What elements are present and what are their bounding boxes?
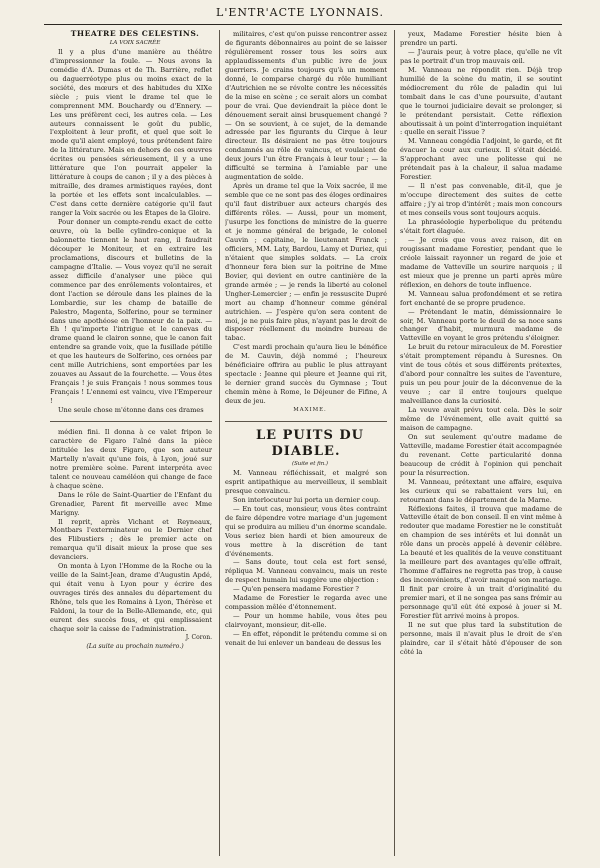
masthead: L'ENTR'ACTE LYONNAIS. <box>216 6 384 19</box>
story-paragraph: — Prétendant le matin, démissionnaire le soir, M. Vanneau porte le deuil de sa noce sans changer d'habit, murmura madame de Vatteville en voyant le gros prétendu s'éloigner. <box>400 307 562 343</box>
article-paragraph: Une seule chose m'étonne dans ces drames <box>58 406 204 415</box>
author-signature: MAXIME. <box>293 407 327 414</box>
story-paragraph: M. Vanneau, prétextant une affaire, esquiva les curieux qui se rabattaient vers lui, en retournant dans le département de la Marne. <box>400 477 562 504</box>
column-1 <box>50 30 212 862</box>
story-paragraph: — En effet, répondit le prétendu comme si on venait de lui enlever un bandeau de dessus les <box>225 630 387 648</box>
continuation-note: (La suite au prochain numéro.) <box>86 642 184 650</box>
section-rule <box>50 421 212 422</box>
article-paragraph: On monta à Lyon l'Homme de la Roche ou la veille de la Saint-Jean, drame d'Augustin Apdé, qui était venu à Lyon pour y écrire des ouvrages tirés des annales du département du Rhône, tels que les Romains à Lyon, Thérèse et Faldoni, la tour de la Belle-Allemande, etc, qui eurent des succès fous, et qui emplissaient chaque soir la caisse de l'administration. <box>50 562 212 633</box>
masthead-rule <box>44 24 562 25</box>
column-3 <box>400 30 562 862</box>
column-divider <box>219 30 220 856</box>
story-paragraph: M. Vanneau salua profondément et se retira fort enchanté de se propre prudence. <box>400 289 562 307</box>
section-subtitle: LA VOIX SACRÉE <box>109 39 161 46</box>
story-paragraph: — Qu'en pensera madame Forestier ? <box>233 585 359 594</box>
story-paragraph: La phraséologie hyperbolique du prétendu s'était fort élaguée. <box>400 218 562 235</box>
section-rule <box>225 421 387 422</box>
article-paragraph: Après un drame tel que la Voix sacrée, il me semble que ce ne sont pas des éloges ordinaires qu'il faut distribuer aux acteurs chargés des différents rôles. — Aussi, pour un moment, j'usurpe les fonctions de ministre de la guerre et je nomme général de brigade, le colonel Cauvin ; capitaine, le lieutenant Franck ; officiers, MM. Laty, Bardou, Lamy et Duriez, qui n'étaient que simples soldats. — La croix d'honneur fera bien sur la poitrine de Mme Bovier, qui devient en outre cantinière de la grande armée ; — je rends la liberté au colonel Ungher-Lemercier ; — enfin je ressuscite Dupré mort au champ d'honneur comme général autrichien. — J'espère qu'on sera content de moi, je ne puis faire plus, n'ayant pas le droit de disposer réellement du moindre bureau de tabac. <box>225 182 387 343</box>
story-paragraph: — En tout cas, monsieur, vous êtes contraint de faire dépendre votre mariage d'un jugement qui se produira au milieu d'un énorme scandale. Vous seriez bien hardi et bien amoureux de vous mettre à la discrétion de tant d'événements. <box>225 504 387 558</box>
story-paragraph: Madame de Forestier le regarda avec une compassion mêlée d'étonnement. <box>225 594 387 612</box>
story-paragraph: — Il n'est pas convenable, dit-il, que je m'occupe directement des suites de cette affaire ; j'y ai trop d'intérêt ; mais mon concours et mes conseils vous sont toujours acquis. <box>400 182 562 218</box>
story-paragraph: — J'aurais peur, à votre place, qu'elle ne vît pas le portrait d'un trop mauvais œil. <box>400 47 562 65</box>
story-paragraph: M. Vanneau ne répondit rien. Déjà trop humilié de la scène du matin, il se soutint médiocrement du rôle de paladin qui lui tombait dans le cas d'une poursuite, d'autant que le tournoi judiciaire devait se prolonger, si le prétendant persistait. Cette réflexion aboutissait à un point d'interrogation inquiétant : quelle en serait l'issue ? <box>400 65 562 137</box>
story-paragraph: Le bruit du retour miraculeux de M. Forestier s'était promptement répandu à Suresnes. On vint de tous côtés et sous différents prétextes, d'abord pour connaître les suites de l'aventure, puis un peu pour jouir de la déconvenue de la veuve ; car il entre toujours quelque malveillance dans la curiosité. <box>400 343 562 406</box>
story-paragraph: Réflexions faites, il trouva que madame de Vatteville était de bon conseil. Il en vint même à redouter que madame Forestier ne le constituât en champion de ses intérêts et lui donnât un rôle dans un procès appelé à devenir célèbre. La beauté et les qualités de la veuve constituant la meilleure part des avantages qu'elle offrait, l'homme d'affaires ne regretta pas trop, à cause des inconvénients, d'avoir manqué son mariage. Il finit par croire à un trait d'originalité du premier mari, et il ne songea pas sans frémir au personnage qu'il eût été exposé à jouer si M. Forestier fût arrivé moins à propos. <box>400 504 562 620</box>
article-paragraph: Pour donner un compte-rendu exact de cette œuvre, où la belle cylindro-conique et la baïonnette tiennent le haut rang, il faudrait découper le Moniteur, et en extraire les proclamations, discours et bulletins de la campagne d'Italie. — Vous voyez qu'il ne serait assez difficile d'analyser une pièce qui commence par des enrôlements volontaires, et dont l'action se déroule dans les plaines de la Lombardie, sur les champ de bataille de Palestro, Magenta, Solferino, pour se terminer dans une apothéose en l'honneur de la paix. — Eh ! qu'importe l'intrigue et le canevas du drame quand le clairon sonne, que le canon fait entendre sa grande voix, que la fusillade pétille et que les hauteurs de Solferino, ces ornées par cent mille Autrichiens, sont emportées par les zouaves au Assaut de la fourchette. — Vous êtes Français ! je suis Français ! nous sommes tous Français ! L'ennemi est vaincu, vive l'Empereur ! <box>50 218 212 406</box>
column-2 <box>225 30 387 862</box>
author-signature: J. Coron. <box>185 633 212 641</box>
story-paragraph: On sut seulement qu'outre madame de Vatteville, madame Forestier était accompagnée du revenant. Cette particularité donna beaucoup de crédit à l'opinion qui penchait pour la résurrection. <box>400 432 562 477</box>
article-paragraph: médien fini. Il donna à ce valet fripon le caractère de Figaro l'aîné dans la pièce intitulée les deux Figaro, que son auteur Martelly n'avait qu'une fois, à Lyon, joué sur notre première scène. Parent interpréta avec talent ce nouveau caméléon qui change de face à chaque scène. <box>50 427 212 490</box>
article-paragraph: Il y a plus d'une manière au théâtre d'impressionner la foule. — Nous avons la comédie d'A. Dumas et de Th. Barrière, reflet ou daguerréotype plus ou moins exact de la société, des mœurs et des habitudes du XIXe siècle ; puis vient le drame tel que le comprennent MM. Bouchardy ou d'Ennery. — Les uns préfèrent ceci, les autres cela. — Les auteurs connaissent le goût du public, l'exploitent à leur profit, et quel que soit le mode qu'il aient employé, tous prétendent faire de la littérature. Mais en dehors de ces œuvres écrites ou pensées sérieusement, il y a une littérature que l'on pourrait appeler la littérature à coups de canon ; il y a des pièces à mitraille, des drames armistiques rayées, dont la portée et les effets sont incalculables. — C'est dans cette dernière catégorie qu'il faut ranger la Voix sacrée ou les Étapes de la Gloire. <box>50 47 212 218</box>
story-paragraph: — Je crois que vous avez raison, dit en rougissant madame Forestier, pendant que le créole laissait rayonner un regard de joie et madame de Vatteville un sourire narquois ; il est mieux que je prenne un parti après mûre réflexion, en dehors de toute influence. <box>400 235 562 289</box>
story-title: LE PUITS DU DIABLE. <box>256 427 364 459</box>
story-paragraph: Son interlocuteur lui porta un dernier coup. <box>233 495 381 504</box>
story-paragraph: M. Vanneau congédia l'adjoint, le garde, et fit évacuer la cour aux curieux. Il s'était décidé. S'approchant avec une politesse qui ne prétendait pas à la chaleur, il salua madame Forestier. <box>400 137 562 182</box>
article-paragraph: C'est mardi prochain qu'aura lieu le bénéfice de M. Cauvin, déjà nommé ; l'heureux bénéficiaire offrira au public le plus attrayant spectacle : Jeanne qui pleure et Jeanne qui rit, le dernier grand succès du Gymnase ; Tout chemin mène à Rome, le Déjeuner de Fifine, A deux de jeu. <box>225 343 387 406</box>
section-title: THÉATRE DES CÉLESTINS. <box>70 30 200 38</box>
article-paragraph: militaires, c'est qu'on puisse rencontrer assez de figurants débonnaires au point de se laisser régulièrement rosser tous les soirs aux applaudissements d'un public ivre de joux guerriers. Je crains toujours qu'à un moment donné, le comparse chargé du rôle humiliant d'Autrichien ne se révolte contre les nécessités de la mise en scène ; ce serait alors un combat pour de vrai. Que deviendrait la pièce dont le dénouement serait ainsi brusquement changé ? — On se souvient, à ce sujet, de la demande adressée par les figurants du Cirque à leur directeur. Ils désiraient ne pas être toujours condamnés au rôle de vaincus, et voulaient de deux jours l'un être Français à leur tour ; — la difficulté se termina à l'amiable par une augmentation de solde. <box>225 30 387 182</box>
article-paragraph: Il reprit, après Vichant et Reyneaux, Montbars l'exterminateur ou le Dernier chef des Flibustiers ; dès le premier acte on remarqua qu'il disait mieux la prose que ses devanciers. <box>50 517 212 562</box>
column-divider <box>394 30 395 856</box>
story-paragraph: — Pour un homme habile, vous êtes peu clairvoyant, monsieur, dit-elle. <box>225 612 387 630</box>
story-paragraph: — Sans doute, tout cela est fort sensé, répliqua M. Vanneau convaincu, mais un reste de respect humain lui suggère une objection : <box>225 558 387 585</box>
story-paragraph: yeux, Madame Forestier hésite bien à prendre un parti. <box>400 30 562 47</box>
story-paragraph: Il ne sut que plus tard la substitution de personne, mais il n'avait plus le droit de s'en plaindre, car il s'était hâté d'épouser de son côté la <box>400 620 562 656</box>
story-subtitle: (Suite et fin.) <box>291 460 329 467</box>
story-paragraph: M. Vanneau réfléchissait, et malgré son esprit antipathique au merveilleux, il semblait presque convaincu. <box>225 468 387 495</box>
article-paragraph: Dans le rôle de Saint-Quartier de l'Enfant du Grenadier, Parent fit merveille avec Mme Marigny. <box>50 490 212 517</box>
story-paragraph: La veuve avait prévu tout cela. Dès le soir même de l'événement, elle avait quitté sa maison de campagne. <box>400 406 562 432</box>
